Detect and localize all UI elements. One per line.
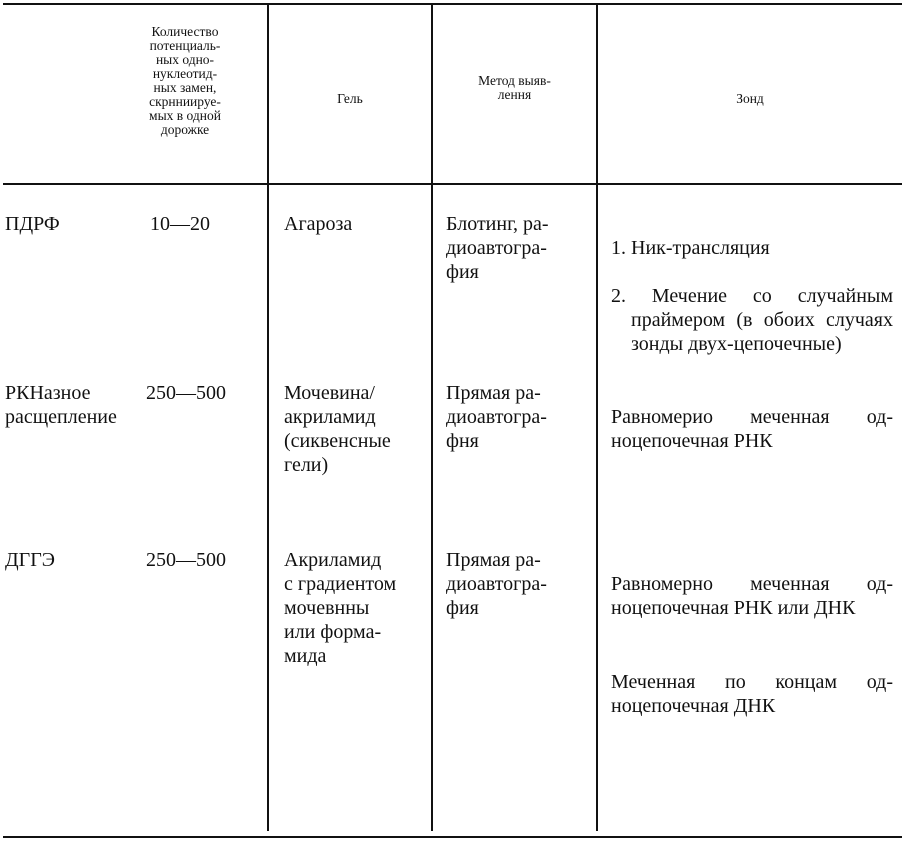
row-3-gel: Акриламид с градиентом мочевнны или форма- мида bbox=[284, 549, 397, 667]
row-3-probe bbox=[611, 548, 893, 742]
header-rule bbox=[3, 183, 902, 185]
row-3-count: 250—500 bbox=[146, 549, 226, 571]
top-rule bbox=[3, 3, 902, 5]
header-gel: Гель bbox=[337, 91, 363, 106]
row-2-count: 250—500 bbox=[146, 382, 226, 404]
row-3-method: Прямая ра- диоавтогра- фия bbox=[446, 549, 547, 619]
row-2-probe bbox=[611, 381, 893, 477]
row-3-probe-item: Меченная по концам од-ноцепочечная ДНК bbox=[611, 671, 893, 717]
row-3-name: ДГГЭ bbox=[5, 549, 55, 571]
header-count: Количество потенциаль- ных одно- нуклеотид- ных замен, скрнниируе- мых в одной дорожке bbox=[149, 24, 221, 137]
header-probe: Зонд bbox=[736, 91, 764, 106]
row-1-probe-item: 1. Ник-трансляция bbox=[611, 237, 770, 259]
row-2-probe-item: Равномерио меченная од-ноцепочечная РНК bbox=[611, 406, 893, 452]
row-2-method: Прямая ра- диоавтогра- фня bbox=[446, 382, 547, 452]
row-1-method: Блотинг, ра- диоавтогра- фия bbox=[446, 213, 549, 283]
row-1-probe-item: 2. Мечение со случайным праймером (в обоих случаях зонды двух-цепочечные) bbox=[611, 285, 893, 355]
column-divider-1 bbox=[267, 5, 269, 831]
row-3-probe-item: Равномерно меченная од-ноцепочечная РНК или ДНК bbox=[611, 573, 893, 619]
row-1-gel: Агароза bbox=[284, 213, 353, 235]
row-2-name: РКНазное расщепление bbox=[5, 382, 117, 428]
header-method: Метод выяв- лення bbox=[478, 73, 551, 102]
row-1-name: ПДРФ bbox=[5, 213, 60, 235]
column-divider-3 bbox=[596, 5, 598, 831]
column-divider-2 bbox=[431, 5, 433, 831]
row-1-probe bbox=[611, 212, 893, 380]
row-1-count: 10—20 bbox=[150, 213, 210, 235]
bottom-rule bbox=[3, 836, 902, 838]
row-2-gel: Мочевина/ акриламид (сиквенсные гели) bbox=[284, 382, 391, 476]
